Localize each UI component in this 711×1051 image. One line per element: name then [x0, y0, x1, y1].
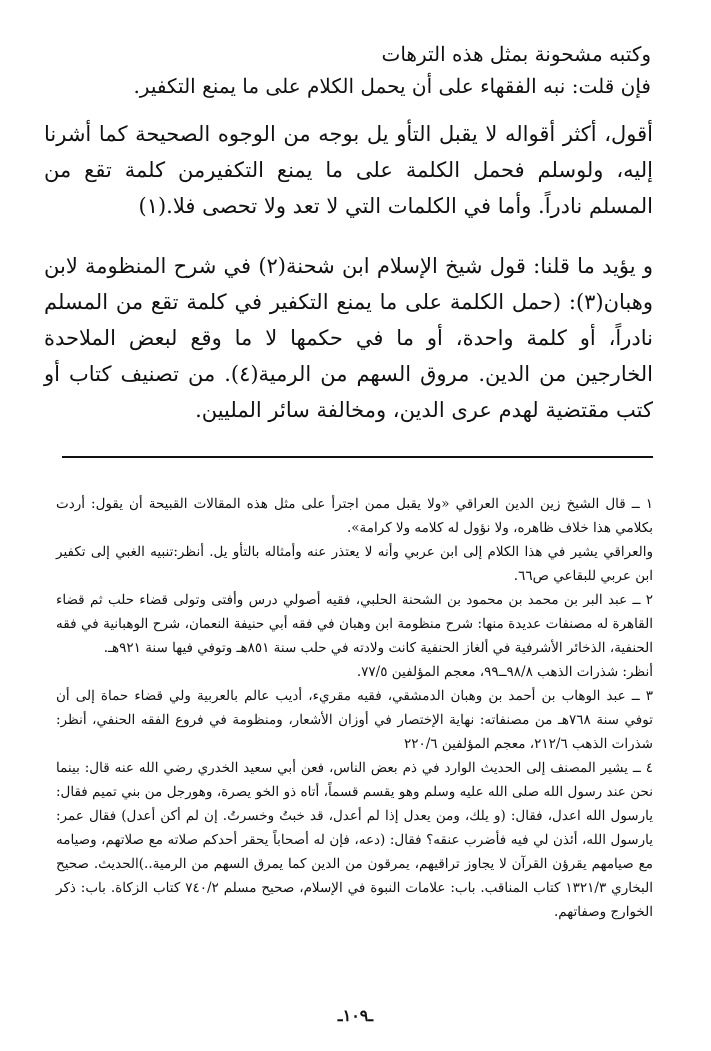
footnote: ٤ ــ يشير المصنف إلى الحديث الوارد في ذم بعض الناس، فعن أبي سعيد الخدري رضي الله عنه قال: بينما نحن عند رسول الله صلى الله عليه وسلم وهو يقسم قسماً، أتاه ذو الخو يصرة، وهورجل من بني تميم فقال: يارسول الله اعدل، فقال: (و يلك، ومن يعدل إذا لم أعدل، قد خبتُ وخسرتُ. إن لم أكن أعدل) فقال عمر: يارسول الله، أئذن لي فيه فأضرب عنقه؟ فقال: (دعه، فإن له أصحاباً يحقر أحدكم صلاته مع صلاتهم، وصيامه مع صيامهم يقرؤن القرآن لا يجاوز تراقيهم، يمرقون من الدين كما يمرق السهم من الرمية..)الحديث. صحيح البخاري ١٣٢١/٣ كتاب المناقب. باب: علامات النبوة في الإسلام، صحيح مسلم ٧٤٠/٢ كتاب الزكاة. باب: ذكر الخوارج وصفاتهم.	[56, 760, 653, 920]
footnote: والعراقي يشير في هذا الكلام إلى ابن عربي وأنه لا يعتذر عنه وأمثاله بالتأو يل. أنظر:تنبيه الغبي إلى تكفير ابن عربي للبقاعي ص٦٦.	[56, 544, 653, 584]
paragraph-text: أقول، أكثر أقواله لا يقبل التأو يل بوجه من الوجوه الصحيحة كما أشرنا إليه، ولوسلم فحمل الكلمة على ما يمنع التكفيرمن كلمة تقع من المسلم نادراً. وأما في الكلمات التي لا تعد ولا تحصى فلا.(١)	[44, 122, 653, 218]
footnote: ١ ــ قال الشيخ زين الدين العراقي «ولا يقبل ممن اجترأ على مثل هذه المقالات القبيحة أن يقول: أردت بكلامي هذا خلاف ظاهره، ولا نؤول له كلامه ولا كرامة».	[56, 496, 653, 536]
footnote: أنظر: شذرات الذهب ٩٨/٨ــ٩٩، معجم المؤلفين ٧٧/٥.	[356, 664, 653, 680]
footnote-divider	[62, 456, 653, 458]
body-paragraph	[44, 116, 653, 224]
intro-block	[60, 38, 651, 102]
page-number: ـ١٠٩ـ	[337, 1006, 374, 1025]
paragraph-text: و يؤيد ما قلنا: قول شيخ الإسلام ابن شحنة(٢) في شرح المنظومة لابن وهبان(٣): (حمل الكلمة على ما يمنع التكفير في كلمة تقع من المسلم نادراً، أو كلمة واحدة، أو ما في حكمها لا ما وقع لبعض الملاحدة الخارجين من الدين. مروق السهم من الرمية(٤). من تصنيف كتاب أو كتب مقتضية لهدم عرى الدين، ومخالفة سائر المليين.	[44, 254, 654, 422]
footnote: ٢ ــ عبد البر بن محمد بن محمود بن الشحنة الحلبي، فقيه أصولي درس وأفتى وتولى قضاء حلب ثم قضاء القاهرة له مصنفات عديدة منها: شرح منظومة ابن وهبان في فقه أبي حنيفة النعمان، شرح الوهبانية في فقه الحنفية، الذخائر الأشرفية في ألغاز الحنفية كانت ولادته في حلب سنة ٨٥١هـ وتوفي فيها سنة ٩٢١هـ.	[56, 592, 653, 656]
intro-line: فإن قلت: نبه الفقهاء على أن يحمل الكلام على ما يمنع التكفير.	[133, 74, 651, 98]
footnote: ٣ ــ عبد الوهاب بن أحمد بن وهبان الدمشقي، فقيه مقريء، أديب عالم بالعربية ولي قضاء حماة إلى أن توفي سنة ٧٦٨هـ من مصنفاته: نهاية الإختصار في أوزان الأشعار، ومنظومة في فروع الفقه الحنفي، أنظر: شذرات الذهب ٢١٢/٦، معجم المؤلفين ٢٢٠/٦	[56, 688, 653, 752]
footnotes	[56, 492, 653, 924]
intro-line: وكتبه مشحونة بمثل هذه الترهات	[381, 42, 651, 66]
body-paragraph	[44, 248, 653, 428]
